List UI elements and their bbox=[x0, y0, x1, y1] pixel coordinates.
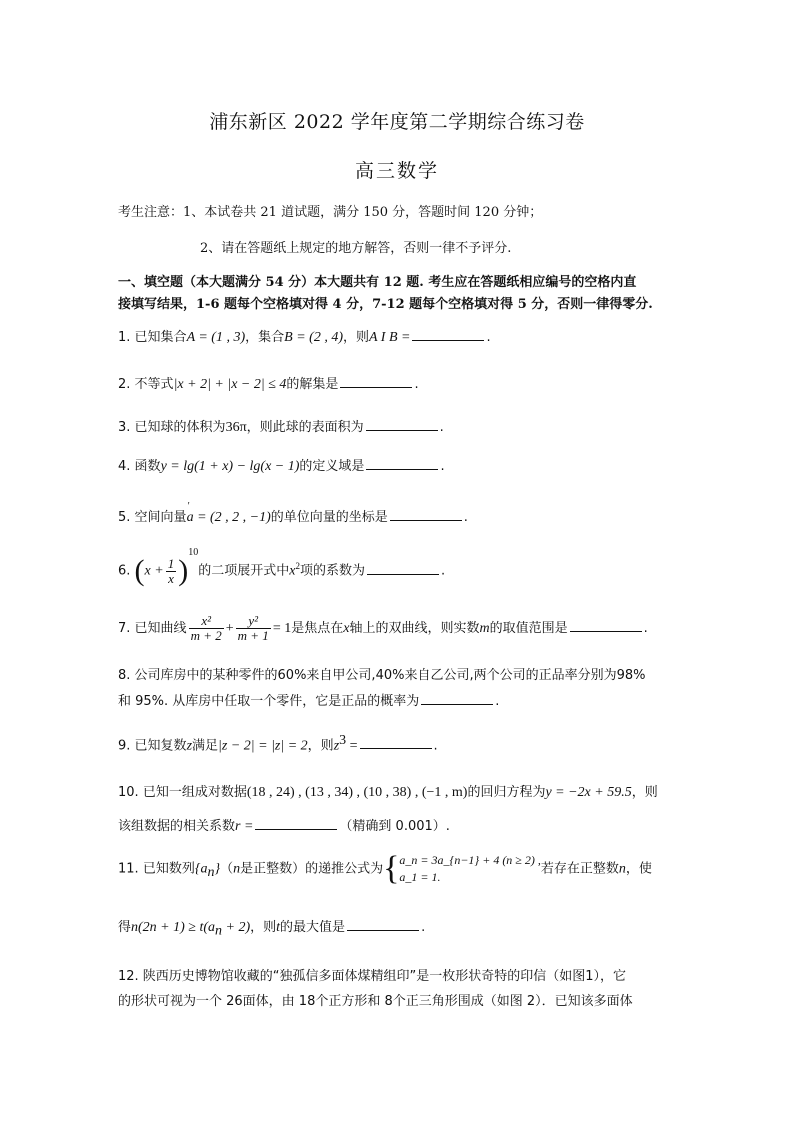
math: (18 , 24) , (13 , 34) , (10 , 38) , (−1 , m) bbox=[246, 785, 468, 800]
question-6: 6. (x + $\frac{1}{x}$ )$^{10}$的二项展开式中$x^2$项的系数为 . bbox=[118, 547, 446, 587]
answer-blank bbox=[360, 747, 432, 749]
answer-blank bbox=[340, 386, 412, 388]
question-10-line-1: 10. 已知一组成对数据(18 , 24) , (13 , 34) , (10 , 38) , (−1 , m)的回归方程为y = −2x + 59.5，则 bbox=[118, 785, 658, 800]
question-number: 5. bbox=[118, 510, 131, 525]
question-7: 7. 已知曲线 $\frac{\text{x²}}{m + 2}$ + $\frac{\text{y²}}{m + 1}$ = 1是焦点在x轴上的双曲线，则实数m的取值范围是 . bbox=[118, 613, 648, 643]
notice-line-1: 考生注意：1、本试卷共 21 道试题，满分 150 分，答题时间 120 分钟； bbox=[118, 205, 543, 220]
math: |z − 2| = |z| = 2 bbox=[218, 738, 308, 754]
left-brace: { bbox=[383, 850, 400, 887]
question-number: 6. bbox=[118, 563, 131, 579]
math: |x + 2| + |x − 2| ≤ 4 bbox=[173, 377, 287, 392]
right-paren: ) bbox=[178, 554, 189, 587]
answer-blank bbox=[347, 929, 419, 931]
question-number: 11. bbox=[118, 861, 139, 877]
vector-arrow-icon: ʹ bbox=[187, 501, 190, 512]
math: A I B = bbox=[369, 330, 411, 345]
section-header-line-2: 接填写结果，1-6 题每个空格填对得 4 分，7-12 题每个空格填对得 5 分，否则一律得零分. bbox=[118, 297, 653, 312]
fraction: $\frac{\text{y²}}{m + 1}$ bbox=[237, 613, 269, 643]
question-number: 1. bbox=[118, 330, 131, 345]
answer-blank bbox=[421, 703, 493, 705]
question-8-line-1: 8. 公司库房中的某种零件的60%来自甲公司,40%来自乙公司,两个公司的正品率分别为98% bbox=[118, 668, 646, 683]
math: 36π bbox=[225, 420, 247, 435]
math: y = −2x + 59.5 bbox=[545, 785, 632, 800]
question-8-line-2: 和 95%. 从库房中任取一个零件，它是正品的概率为 . bbox=[118, 694, 500, 709]
math: B = (2 , 4) bbox=[284, 330, 343, 345]
question-12-line-1: 12. 陕西历史博物馆收藏的“独孤信多面体煤精组印”是一枚形状奇特的印信（如图1），它 bbox=[118, 969, 627, 984]
answer-blank bbox=[366, 429, 438, 431]
answer-blank bbox=[390, 519, 462, 521]
vector-math: ʹ a = (2 , 2 , −1) bbox=[186, 501, 271, 525]
answer-blank bbox=[570, 630, 642, 632]
answer-blank bbox=[255, 828, 337, 830]
left-paren: ( bbox=[134, 554, 145, 587]
page-title: 浦东新区 2022 学年度第二学期综合练习卷 bbox=[209, 111, 585, 133]
question-5: 5. 空间向量 ʹ a = (2 , 2 , −1)的单位向量的坐标是 . bbox=[118, 501, 468, 525]
answer-blank bbox=[366, 468, 438, 470]
question-number: 3. bbox=[118, 420, 131, 435]
answer-blank bbox=[367, 573, 439, 575]
question-1: 1. 已知集合A = (1 , 3)，集合B = (2 , 4)，则A I B = . bbox=[118, 330, 491, 345]
question-11-line-1: 11. 已知数列$\{a_n\}(n$是正整数）的递推公式为{ a_n = 3a_{n−1} + 4 (n ≥ 2) , a_1 = 1. 若存在正整数n，使 bbox=[118, 850, 652, 887]
math: y = lg(1 + x) − lg(x − 1) bbox=[160, 459, 300, 474]
question-2: 2. 不等式|x + 2| + |x − 2| ≤ 4的解集是 . bbox=[118, 377, 419, 392]
notice-line-2: 2、请在答题纸上规定的地方解答，否则一律不予评分. bbox=[200, 241, 512, 256]
question-number: 10. bbox=[118, 785, 139, 800]
question-number: 9. bbox=[118, 738, 131, 754]
recurrence-system: a_n = 3a_{n−1} + 4 (n ≥ 2) , a_1 = 1. bbox=[399, 853, 541, 884]
question-12-line-2: 的形状可视为一个 26面体，由 18个正方形和 8个正三角形围成（如图 2）．已知该多面体 bbox=[118, 994, 633, 1009]
section-header-line-1: 一、填空题（本大题满分 54 分）本大题共有 12 题. 考生应在答题纸相应编号的空格内直 bbox=[118, 275, 637, 290]
question-number: 4. bbox=[118, 459, 131, 474]
question-number: 7. bbox=[118, 621, 131, 636]
question-4: 4. 函数y = lg(1 + x) − lg(x − 1)的定义域是 . bbox=[118, 459, 445, 474]
question-number: 2. bbox=[118, 377, 131, 392]
question-3: 3. 已知球的体积为36π，则此球的表面积为 . bbox=[118, 420, 444, 435]
fraction: $\frac{1}{x}$ bbox=[167, 555, 175, 586]
page-subtitle: 高三数学 bbox=[354, 160, 439, 182]
question-10-line-2: 该组数据的相关系数r = （精确到 0.001）. bbox=[118, 819, 450, 834]
fraction: $\frac{\text{x²}}{m + 2}$ bbox=[190, 613, 222, 643]
math: A = (1 , 3) bbox=[186, 330, 246, 345]
answer-blank bbox=[412, 339, 484, 341]
question-9: 9. 已知复数z满足|z − 2| = |z| = 2，则$z^3$ = . bbox=[118, 733, 438, 754]
question-11-line-2: 得$n(2n + 1) \ge t(a_n + 2)$，则t的最大值是 . bbox=[118, 920, 426, 939]
